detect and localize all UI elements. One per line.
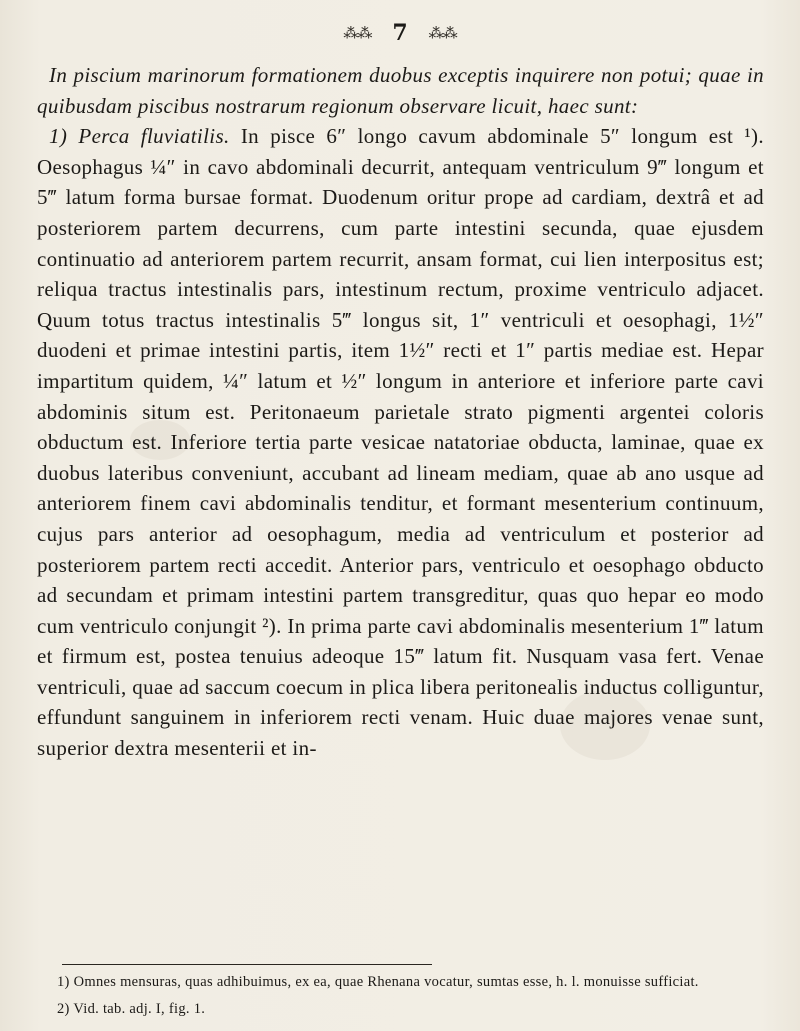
section-1-text: In pisce 6″ longo cavum abdominale 5″ longum est ¹). Oesophagus ¼″ in cavo abdominali decurrit, antequam ventriculum 9‴ longum et 5‴ latum forma bursae format. Duodenum oritur prope ad cardiam, dextrâ et ad posteriorem partem decurrens, cum parte intestini secunda, quae ejusdem continuatio ad anteriorem partem recurrit, ansam format, cui lien interpositus est; reliqua tractus intestinalis pars, intestinum rectum, proxime ventriculo adjacet. Quum totus tractus intestinalis 5‴ longus sit, 1″ ventriculi et oesophagi, 1½″ duodeni et primae intestini partis, item 1½″ recti et 1″ partis mediae est. Hepar impartitum quidem, ¼″ latum et ½″ longum in anteriore et inferiore parte cavi abdominis situm est. Peritonaeum parietale strato pigmenti argentei coloris obductum est. Inferiore tertia parte vesicae natatoriae obducta, laminae, quae ex duobus lateribus conveniunt, accubant ad lineam mediam, quae ab ano usque ad anteriorem finem cavi abdominalis tenditur, et formant mesenterium continuum, cujus pars anterior ad oesophagum, media ad ventriculum et posterior ad posteriorem partem recti accedit. Anterior pars, ventriculo et oesophago obducto ad secundam et primam intestini partem transgreditur, quas quo hepar eo modo cum ventriculo conjungit ²). In prima parte cavi abdominalis mesenterium 1‴ latum et firmum est, postea tenuius adeoque 15‴ latum fit. Nusquam vasa fert. Venae ventriculi, quae ad saccum coecum in plica libera peritonealis inductus colliguntur, effundunt sanguinem in inferiorem recti venam. Huic duae majores venae sunt, superior dextra mesenterii et in- (37, 124, 764, 761)
page-header (0, 18, 800, 48)
section-1-paragraph (37, 121, 764, 763)
ornament-right-icon: ⁂⁂ (428, 24, 457, 42)
page-number: 7 (392, 20, 408, 46)
main-text (37, 60, 764, 764)
footnotes (37, 972, 764, 1020)
footnote-2: 2) Vid. tab. adj. I, fig. 1. (57, 1001, 206, 1017)
intro-paragraph: In piscium marinorum formationem duobus exceptis inquirere non potui; quae in quibusdam piscibus nostrarum regionum observare licuit, haec sunt: (37, 63, 764, 118)
footnote-divider (62, 964, 432, 965)
ornament-left-icon: ⁂⁂ (343, 24, 372, 42)
section-1-heading: 1) Perca fluviatilis. (49, 124, 230, 149)
footnote-1: 1) Omnes mensuras, quas adhibuimus, ex ea, quae Rhenana vocatur, sumtas esse, h. l. monuisse sufficiat. (57, 974, 699, 990)
